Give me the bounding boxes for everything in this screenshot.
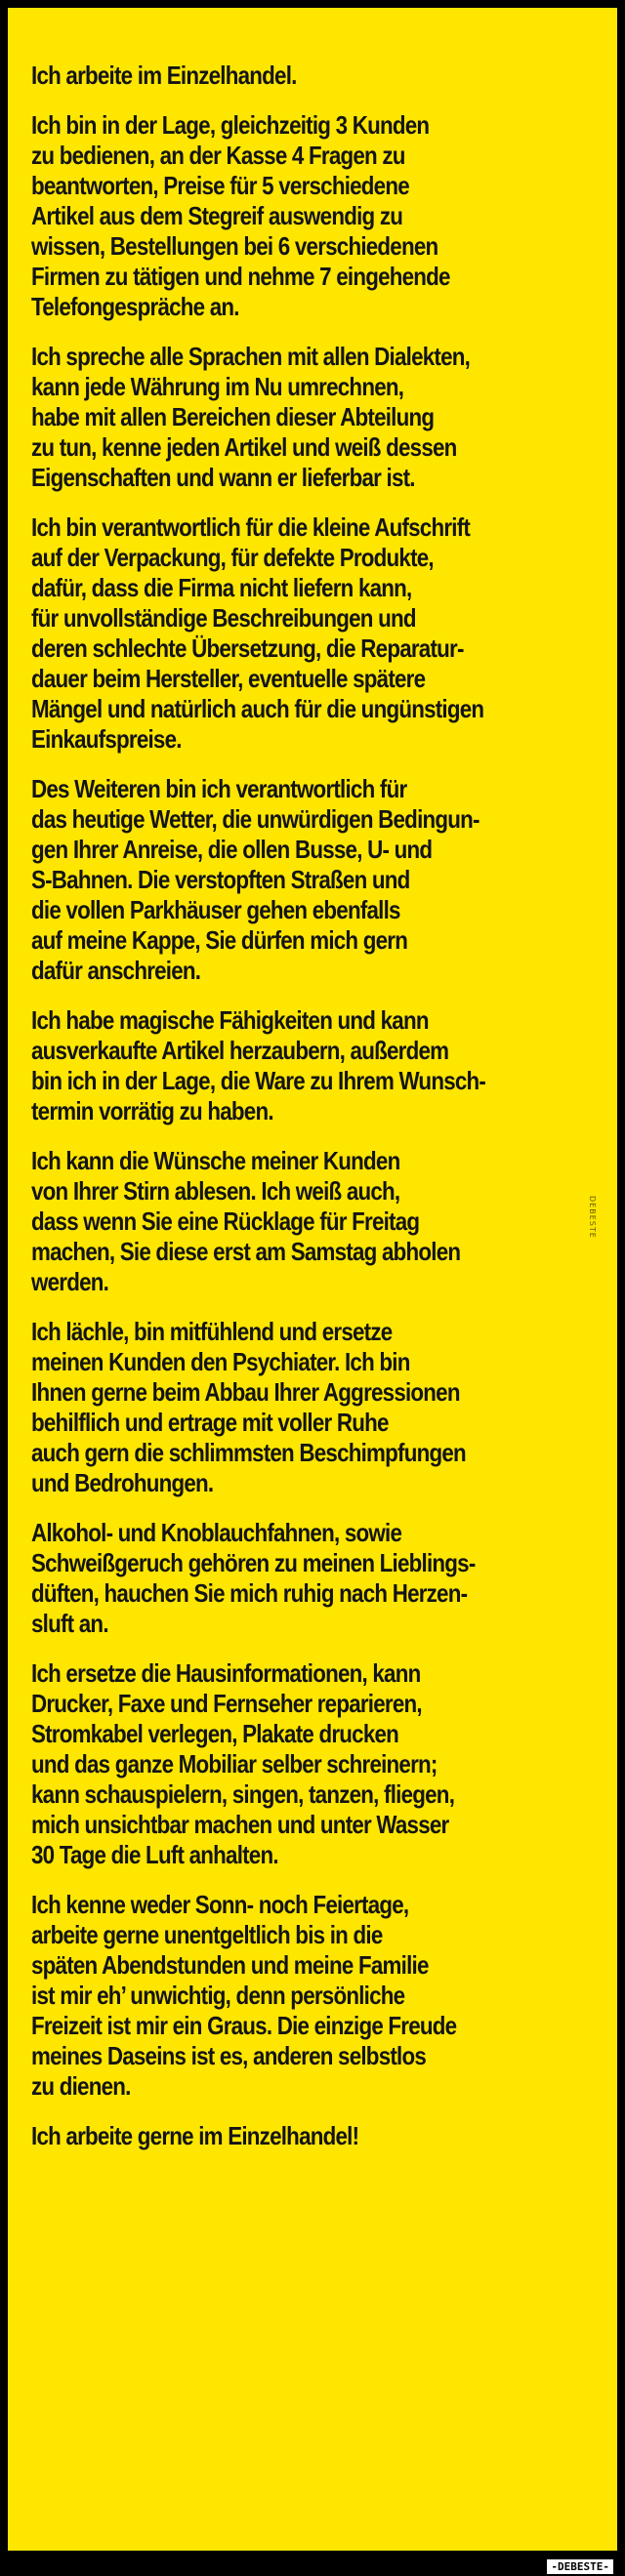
- paragraph-weather: Des Weiteren bin ich verantwortlich für das heutige Wetter, die unwürdigen Bedingun- gen Ihrer Anreise, die ollen Busse, U- und S-Bahnen. Die verstopften Straßen und die vollen Parkhäuser gehen ebenfalls auf meine Kappe, Sie dürfen mich gern dafür anschreien.: [31, 774, 479, 985]
- text-panel: [8, 8, 617, 2551]
- side-watermark: DEBESTE: [588, 1196, 597, 1239]
- paragraph-responsibility: Ich bin verantwortlich für die kleine Aufschrift auf der Verpackung, für defekte Produkte, dafür, dass die Firma nicht liefern kann, für unvollständige Beschreibungen und deren schlechte Übersetzung, die Reparatur- dauer beim Hersteller, eventuelle spätere Mängel und natürlich auch für die ungünstigen Einkaufspreise.: [31, 512, 484, 754]
- paragraph-no-holidays: Ich kenne weder Sonn- noch Feiertage, arbeite gerne unentgeltlich bis in die späten Abendstunden und meine Familie ist mir eh’ unwichtig, denn persönliche Freizeit ist mir ein Graus. Die einzige Freude meines Daseins ist es, anderen selbstlos zu dienen.: [31, 1890, 457, 2101]
- paragraph-skills: Ich ersetze die Hausinformationen, kann Drucker, Faxe und Fernseher reparieren, Stromkabel verlegen, Plakate drucken und das ganze Mobiliar selber schreinern; kann schauspielern, singen, tanzen, fliegen, mich unsichtbar machen und unter Wasser 30 Tage die Luft anhalten.: [31, 1658, 455, 1869]
- paragraph-smells: Alkohol- und Knoblauchfahnen, sowie Schweißgeruch gehören zu meinen Lieblings- düften, hauchen Sie mich ruhig nach Herzen- sluft an.: [31, 1518, 476, 1638]
- paragraph-psychiatrist: Ich lächle, bin mitfühlend und ersetze meinen Kunden den Psychiater. Ich bin Ihnen gerne beim Abbau Ihrer Aggressionen behilflich und ertrage mit voller Ruhe auch gern die schlimmsten Beschimpfungen und Bedrohungen.: [31, 1317, 466, 1497]
- paragraph-intro: Ich arbeite im Einzelhandel.: [31, 61, 297, 90]
- paragraph-languages: Ich spreche alle Sprachen mit allen Dialekten, kann jede Währung im Nu umrechnen, habe mit allen Bereichen dieser Abteilung zu tun, kenne jeden Artikel und weiß dessen Eigenschaften und wann er lieferbar ist.: [31, 342, 471, 492]
- paragraph-closing: Ich arbeite gerne im Einzelhandel!: [31, 2121, 359, 2150]
- paragraph-mind-reading: Ich kann die Wünsche meiner Kunden von Ihrer Stirn ablesen. Ich weiß auch, dass wenn Sie eine Rücklage für Freitag machen, Sie diese erst am Samstag abholen werden.: [31, 1146, 461, 1296]
- paragraph-multitasking: Ich bin in der Lage, gleichzeitig 3 Kunden zu bedienen, an der Kasse 4 Fragen zu beantworten, Preise für 5 verschiedene Artikel aus dem Stegreif auswendig zu wissen, Bestellungen bei 6 verschiedenen Firmen zu tätigen und nehme 7 eingehende Telefongespräche an.: [31, 110, 450, 321]
- paragraph-magic: Ich habe magische Fähigkeiten und kann ausverkaufte Artikel herzaubern, außerdem bin ich in der Lage, die Ware zu Ihrem Wunsch- termin vorrätig zu haben.: [31, 1005, 486, 1125]
- bottom-watermark-badge: -DEBESTE-: [547, 2559, 613, 2574]
